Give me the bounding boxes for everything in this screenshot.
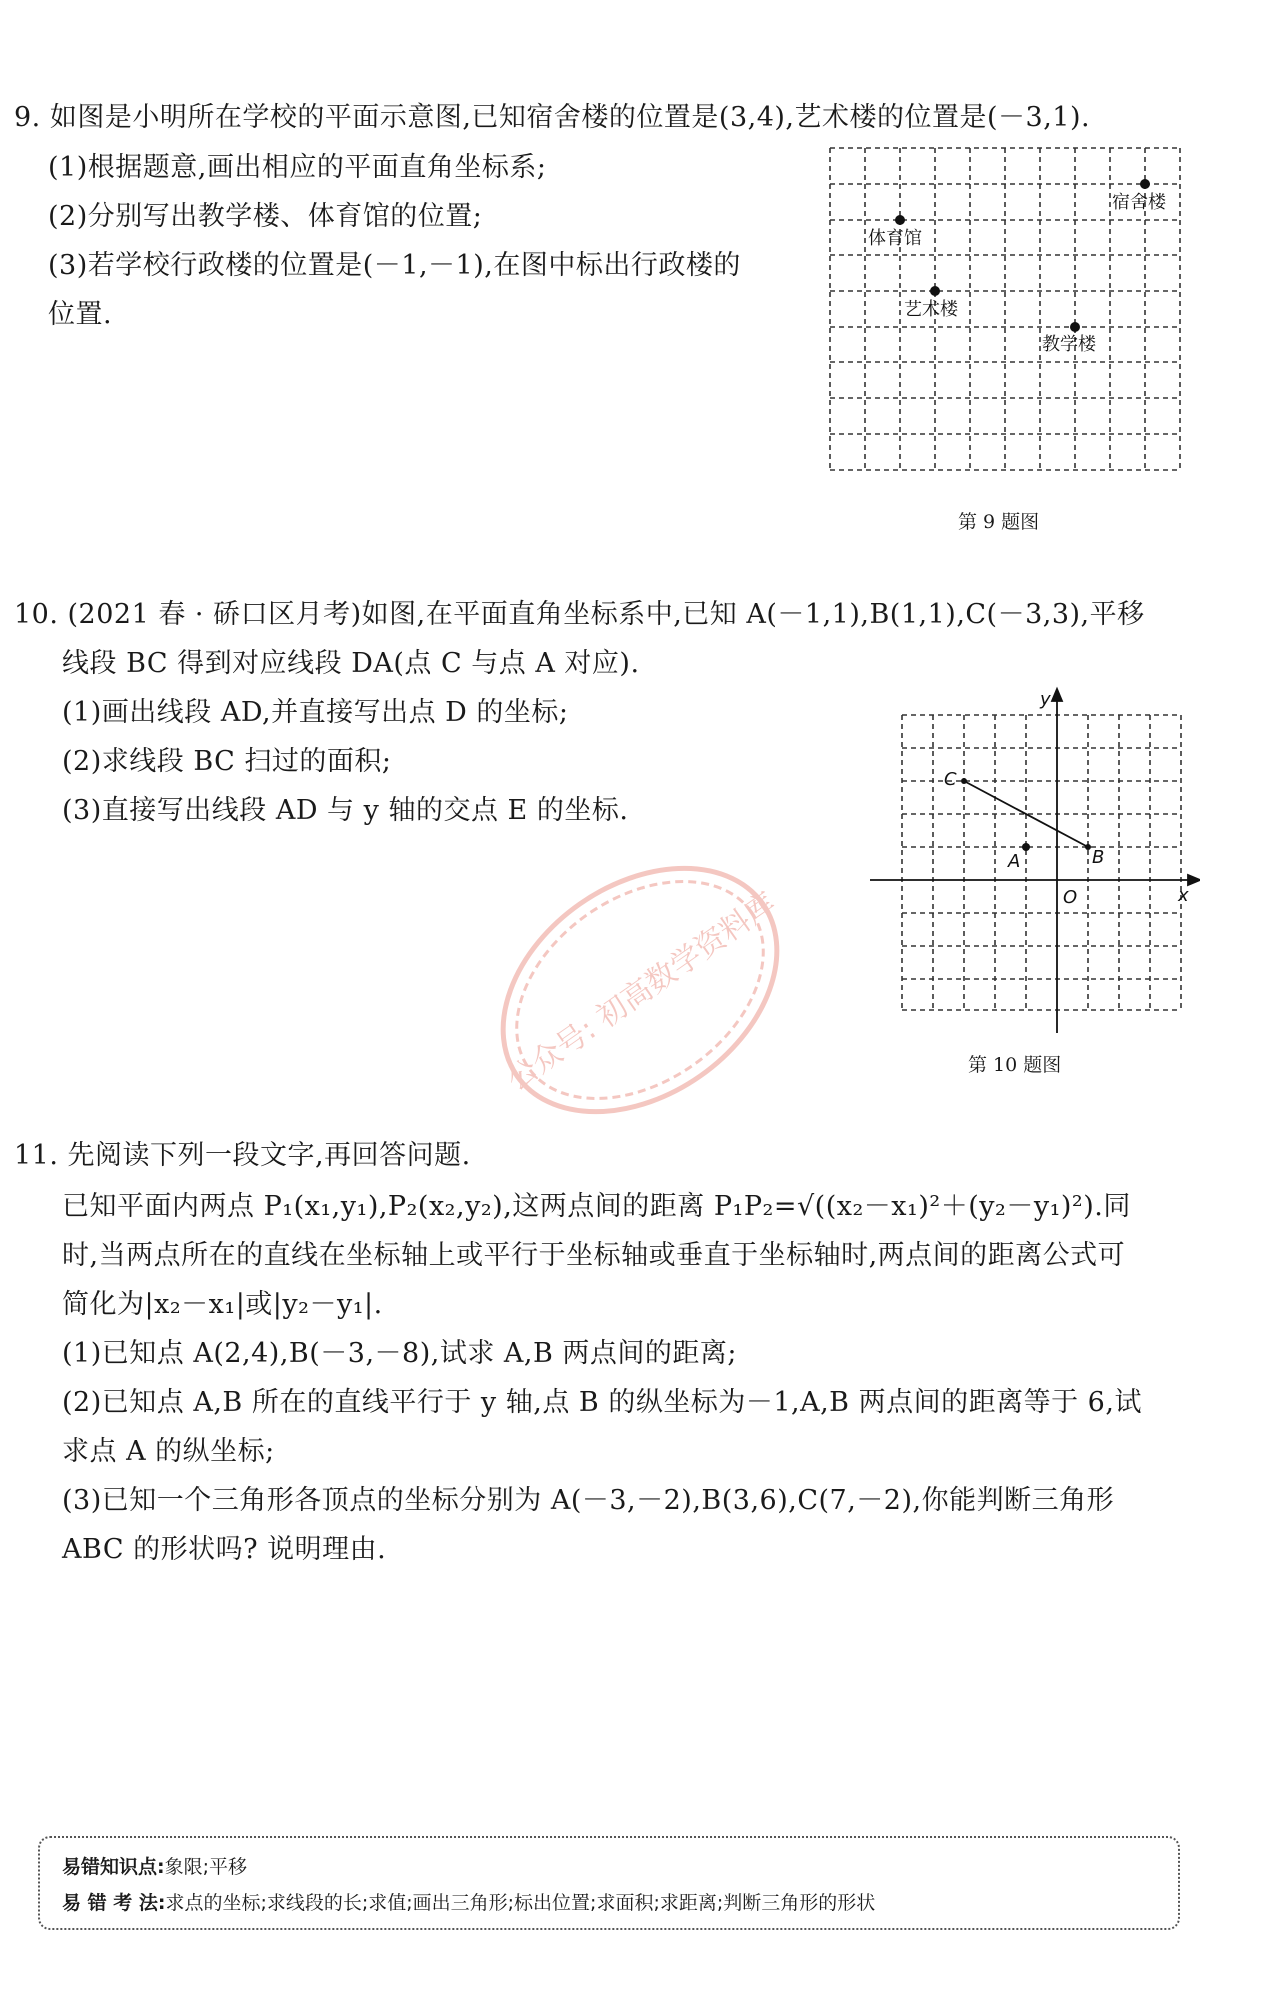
q10-stem: 10. (2021 春 · 硚口区月考)如图,在平面直角坐标系中,已知 A(－1,1),B(1,1),C(－3,3),平移 <box>14 599 1145 630</box>
tip-knowledge-label: 易错知识点: <box>62 1856 165 1878</box>
gym-label: 体育馆 <box>868 228 922 249</box>
tip-methods-value: 求点的坐标;求线段的长;求值;画出三角形;标出位置;求面积;求距离;判断三角形的形状 <box>165 1892 876 1914</box>
q11-stem: 11. 先阅读下列一段文字,再回答问题. <box>14 1140 471 1171</box>
point-c <box>961 778 967 784</box>
q10-caption: 第 10 题图 <box>968 1054 1062 1076</box>
c-label: C <box>944 769 957 790</box>
gym-point <box>895 215 905 225</box>
q10-grid <box>902 715 1181 1010</box>
q11-part3: (3)已知一个三角形各顶点的坐标分别为 A(－3,－2),B(3,6),C(7,－2),你能判断三角形 <box>62 1485 1115 1516</box>
q9-caption: 第 9 题图 <box>958 511 1040 533</box>
q11-text-2: 时,当两点所在的直线在坐标轴上或平行于坐标轴或垂直于坐标轴时,两点间的距离公式可 <box>62 1240 1126 1271</box>
tip-methods <box>62 1888 875 1915</box>
error-tips-box <box>38 1836 1180 1930</box>
q10-part1: (1)画出线段 AD,并直接写出点 D 的坐标; <box>62 697 569 728</box>
q9-figure <box>820 140 1200 480</box>
q9-part1: (1)根据题意,画出相应的平面直角坐标系; <box>48 152 547 183</box>
y-axis-label: y <box>1040 689 1051 710</box>
q9-stem: 9. 如图是小明所在学校的平面示意图,已知宿舍楼的位置是(3,4),艺术楼的位置是(－3,1). <box>14 102 1091 133</box>
watermark-text: 公众号: 初高数学资料库 <box>500 886 783 1099</box>
q11-text-1: 已知平面内两点 P₁(x₁,y₁),P₂(x₂,y₂),这两点间的距离 P₁P₂=√((x₂－x₁)²＋(y₂－y₁)²).同 <box>62 1191 1131 1222</box>
q11-part2-cont: 求点 A 的纵坐标; <box>62 1436 275 1467</box>
q11-part2: (2)已知点 A,B 所在的直线平行于 y 轴,点 B 的纵坐标为－1,A,B 两点间的距离等于 6,试 <box>62 1387 1142 1418</box>
q11-part3-cont: ABC 的形状吗? 说明理由. <box>62 1534 387 1565</box>
teach-point <box>1070 322 1080 332</box>
q11-part1: (1)已知点 A(2,4),B(－3,－8),试求 A,B 两点间的距离; <box>62 1338 738 1369</box>
a-label: A <box>1008 851 1021 872</box>
point-a <box>1022 843 1030 851</box>
watermark-stamp <box>475 860 805 1120</box>
dorm-point <box>1140 179 1150 189</box>
tip-methods-label: 易 错 考 法: <box>62 1892 166 1914</box>
point-b <box>1085 844 1091 850</box>
teach-label: 教学楼 <box>1042 334 1096 355</box>
q9-part2: (2)分别写出教学楼、体育馆的位置; <box>48 201 483 232</box>
dorm-label: 宿舍楼 <box>1112 192 1166 213</box>
x-axis-label: x <box>1178 885 1189 906</box>
q10-stem-cont: 线段 BC 得到对应线段 DA(点 C 与点 A 对应). <box>62 648 640 679</box>
origin-label: O <box>1063 887 1078 908</box>
q9-part3-cont: 位置. <box>48 299 113 330</box>
b-label: B <box>1092 847 1105 868</box>
q10-part3: (3)直接写出线段 AD 与 y 轴的交点 E 的坐标. <box>62 795 629 826</box>
art-label: 艺术楼 <box>904 299 958 320</box>
tip-knowledge <box>62 1852 247 1879</box>
q11-text-3: 简化为|x₂－x₁|或|y₂－y₁|. <box>62 1289 383 1320</box>
tip-knowledge-value: 象限;平移 <box>164 1856 248 1878</box>
q10-part2: (2)求线段 BC 扫过的面积; <box>62 746 392 777</box>
q10-figure <box>860 685 1200 1055</box>
q9-part3: (3)若学校行政楼的位置是(－1,－1),在图中标出行政楼的 <box>48 250 741 281</box>
art-point <box>930 286 940 296</box>
